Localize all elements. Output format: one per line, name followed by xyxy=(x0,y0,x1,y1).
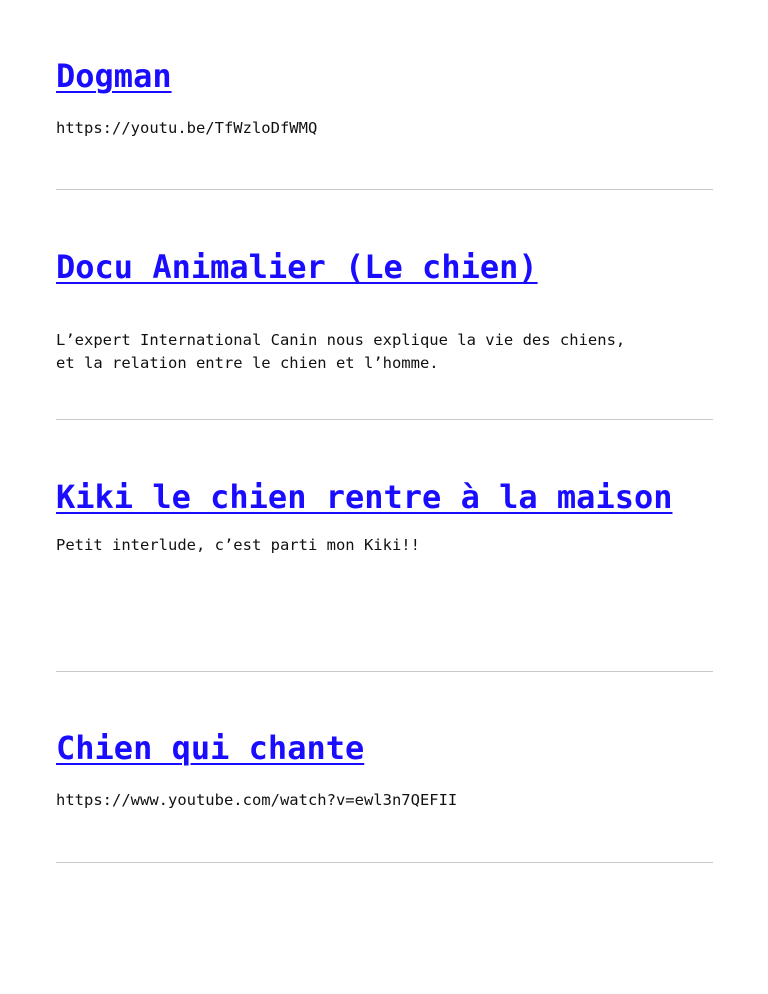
post-title xyxy=(56,725,714,771)
post-divider xyxy=(56,862,713,863)
post-kiki xyxy=(56,474,714,557)
post-dogman xyxy=(56,53,714,140)
post-divider xyxy=(56,189,713,190)
post-divider xyxy=(56,419,713,420)
post-docu-animalier xyxy=(56,244,714,375)
post-excerpt: Petit interlude, c’est parti mon Kiki!! xyxy=(56,536,420,554)
post-excerpt: https://www.youtube.com/watch?v=ewl3n7QEFII xyxy=(56,791,458,809)
post-title xyxy=(56,53,714,99)
post-excerpt: https://youtu.be/TfWzloDfWMQ xyxy=(56,119,318,137)
post-title-link[interactable]: Kiki le chien rentre à la maison xyxy=(56,478,673,516)
post-title-link[interactable]: Docu Animalier (Le chien) xyxy=(56,248,538,286)
post-title xyxy=(56,244,714,290)
post-title-link[interactable]: Chien qui chante xyxy=(56,729,365,767)
post-chien-qui-chante xyxy=(56,725,714,812)
post-title-link[interactable]: Dogman xyxy=(56,57,172,95)
post-title xyxy=(56,474,714,520)
post-divider xyxy=(56,671,713,672)
post-excerpt: L’expert International Canin nous explique la vie des chiens, et la relation entre le chien et l’homme. xyxy=(56,331,626,372)
